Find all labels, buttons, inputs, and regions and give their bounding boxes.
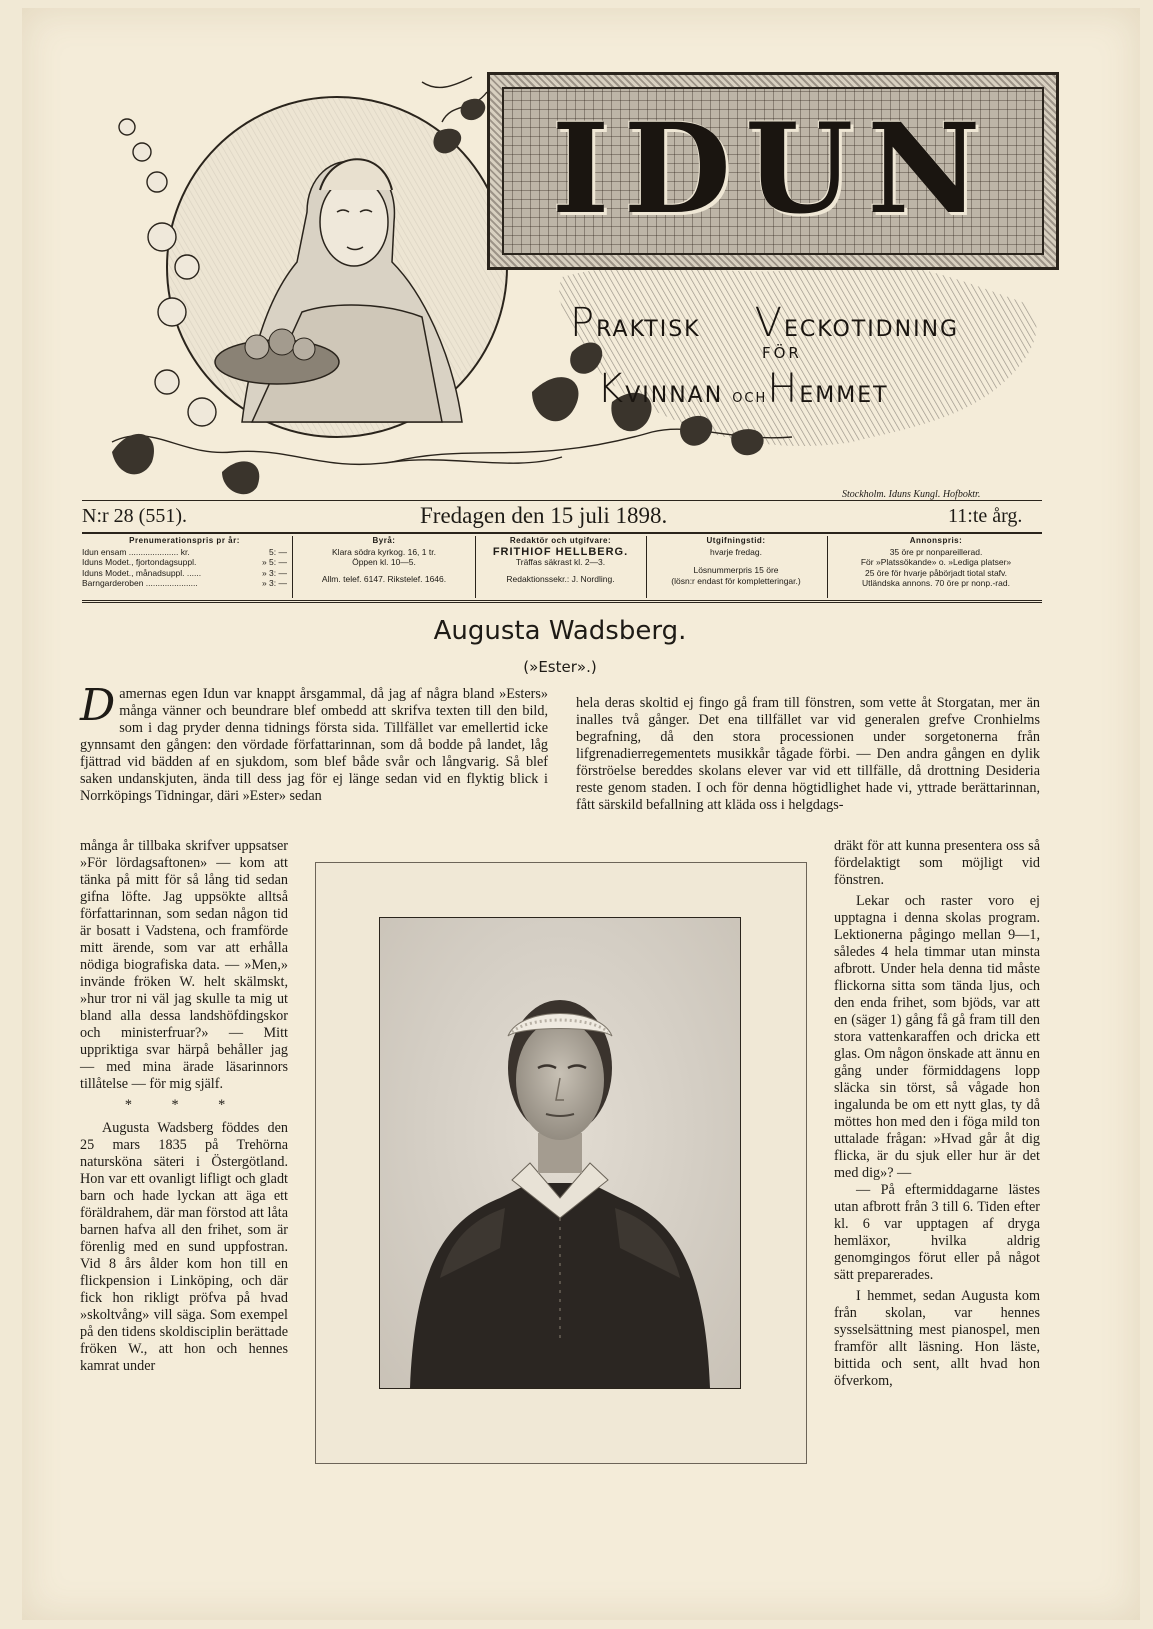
editor-heading: Redaktör och utgifvare: [509, 536, 612, 545]
ads-job-rate: 25 öre för hvarje påbörjadt tiotal stafv. [864, 567, 1008, 578]
subtitle-cap-v: V [754, 300, 784, 346]
figure-face [320, 178, 388, 266]
release-heading: Utgifningstid: [706, 536, 766, 545]
portrait-frame [315, 862, 807, 1464]
info-divider [475, 536, 476, 598]
price-row: Iduns Modet., månadsuppl. ...... » 3: — [82, 567, 287, 578]
article-column-2-wide [576, 695, 1040, 814]
issue-rule-bottom [82, 532, 1042, 534]
subtitle-hemmet: EMMET [799, 383, 889, 408]
issue-year: 11:te årg. [948, 505, 1023, 527]
article-subtitle: (»Ester».) [523, 658, 597, 676]
editor-hours: Träffas säkrast kl. 2—3. [515, 557, 606, 567]
article-paragraph: många år tillbaka skrifver uppsatser »För lördagsaftonen» — kom att tänka på mitt för så lång tid sedan gifna löfte. Jag uppsökte alltså författarinnan, som sedan någon tid är bosatt i Vadstena, och framförde mitt ärende, som var att erhålla nödiga biografiska data. — »Men,» invände fröken W. helt skälmskt, »hur tror ni väl jag skulle ta mig ut bland alla dessa landshöfdingskor och ministerfruar?» — Mitt uppriktiga svar härpå behåller jag — med mina ärade läsarinnors tillåtelse — för mig själf. [80, 838, 288, 1092]
article-paragraph: Lekar och raster voro ej upptagna i denna skolas program. Lektionerna pågingo mellan 9—1, således 4 hela timmar utan minsta afbrott. Under hela denna tid måste flickorna sitta som tända ljus, och den enda frihet, som bjöds, var att en (säger 1) gång få gå fram till den stora vattenkaraffen och dricka ett glas. Om någon önskade att ännu en gång under förmiddagens lopp släcka sin törst, så vågade hon ingalunda be om ett nytt glas, ty då möttes hon med den i föga mild ton uttalade frågan: »Hvad går åt dig flicka, är du sjuk eller hur är det med dig»? — [834, 893, 1040, 1181]
drop-cap: D [80, 680, 116, 731]
article-paragraph: hela deras skoltid ej fingo gå fram till fönstren, som vette åt Storgatan, mer än inalles två gånger. Det ena tillfället var vid generalen grefve Cronhielms begrafning, då den stora processionen under sorgetonerna från lifgrenadierregementets musikkår tågade förbi. — Den andra gången en dylik förströelse bereddes skolans elever var vid ett tillfälle, då drottning Desideria reste genom staden. I och för denna högtidlighet hade vi, yttrade berättarinnan, fått särskild befallning att kläda oss i helgdags- [576, 695, 1040, 813]
subtitle-cap-p: P [570, 300, 597, 346]
article-column-1-narrow [80, 838, 288, 1375]
subtitle-for: FÖR [762, 344, 802, 362]
subtitle-veckotidning: ECKOTIDNING [783, 317, 960, 342]
price-row: Idun ensam ..................... kr. 5: — [82, 546, 287, 557]
info-divider [827, 536, 828, 598]
article-title: Augusta Wadsberg. [433, 616, 687, 646]
info-prices [82, 536, 287, 589]
info-editor [478, 536, 643, 584]
subtitle-och: OCH [732, 391, 768, 406]
release-schedule: hvarje fredag. [710, 546, 762, 557]
portrait-image [380, 918, 740, 1388]
single-issue-note: (lösn:r endast för kompletteringar.) [671, 575, 801, 586]
price-row: Barngarderoben ...................... » 3: — [82, 578, 287, 588]
info-office [296, 536, 472, 584]
ads-heading: Annonspris: [909, 536, 963, 545]
office-address: Klara södra kyrkog. 16, 1 tr. [332, 546, 436, 557]
article-paragraph: — På eftermiddagarne lästes utan afbrott från 3 till 6. Tiden efter kl. 6 var upptagen af dryga hemläxor, hvilka aldrig genomgingos förut eller på något sätt preparerades. [834, 1182, 1040, 1283]
info-ads [830, 536, 1042, 589]
subtitle-line-2 [597, 366, 889, 412]
issue-date: Fredagen den 15 juli 1898. [420, 503, 668, 528]
article-paragraph: Augusta Wadsberg föddes den 25 mars 1835 på Trehörna natursköna säteri i Östergötland. Hon var ett ovanligt lifligt och gladt barn och hade lyckan att äga ett föräldrahem, där man förstod att låta barnen hafva all den frihet, som är förenlig med en sund uppfostran. Vid 8 års ålder kom hon till en flickpension i Linköping, och där fick hon rikligt pröfva på hvad »skoltvång» vill säga. Som exempel på den tidens skoldisciplin berättade fröken W., att hon och hennes kamrat under [80, 1120, 288, 1374]
info-release [648, 536, 824, 586]
office-hours: Öppen kl. 10—5. [352, 557, 416, 567]
info-divider [292, 536, 293, 598]
article-paragraph: dräkt för att kunna presentera oss så fördelaktigt som möjligt vid fönstren. [834, 838, 1040, 888]
article-paragraph: amernas egen Idun var knappt årsgammal, då jag af några bland »Esters» många vänner och beundrare blef ombedd att skrifva texten till den bild, som i dag pryder denna tidnings första sida. Tillfället var emellertid icke gynnsamt den gången: den vördade författarinnan, som då bodde på landet, låg fjättrad vid bädden af en sjukdom, som blef både svår och långvarig. Så blef saken undanskjuten, ända till dess jag för ej länge sedan vid en flyktig blick i Norrköpings Tidningar, däri »Ester» sedan [80, 686, 548, 804]
editor-secretary: Redaktionssekr.: J. Nordling. [506, 573, 615, 584]
ads-foreign-rate: Utländska annons. 70 öre pr nonp.-rad. [862, 578, 1010, 588]
article-paragraph: I hemmet, sedan Augusta kom från skolan, var hennes sysselsättning mest pianospel, men framför allt läsning. Hon läste, bittida och sent, allt hvad hon öfverkom, [834, 1288, 1040, 1389]
subtitle-line-1 [570, 300, 959, 346]
info-rule-bottom [82, 600, 1042, 603]
subtitle-cap-h: H [767, 366, 800, 412]
subtitle-kvinnan: VINNAN [625, 383, 724, 408]
article-column-1-wide [80, 680, 548, 805]
masthead-title: IDUN [551, 97, 995, 242]
printer-credit: Stockholm. Iduns Kungl. Hofboktr. [842, 489, 981, 500]
editor-name: FRITHIOF HELLBERG. [492, 545, 629, 558]
section-stars: * * * [124, 1097, 244, 1113]
title-frame [487, 72, 1059, 270]
single-issue-price: Lösnummerpris 15 öre [693, 565, 779, 575]
article-column-3-narrow [834, 838, 1040, 1390]
office-telephone: Allm. telef. 6147. Rikstelef. 1646. [321, 573, 447, 584]
prices-heading: Prenumerationspris pr år: [129, 536, 240, 545]
issue-number: N:r 28 (551). [82, 505, 187, 527]
issue-rule-top [82, 500, 1042, 501]
portrait-photo [379, 917, 741, 1389]
subtitle-cap-k: K [597, 366, 626, 412]
office-heading: Byrå: [372, 536, 396, 545]
ads-job-notice: För »Platssökande» o. »Lediga platser» [860, 557, 1012, 567]
masthead [92, 62, 1072, 510]
price-row: Iduns Modet., fjortondagsuppl. » 5: — [82, 557, 287, 567]
info-divider [646, 536, 647, 598]
subtitle-praktisk: RAKTISK [596, 317, 701, 342]
ads-rate: 35 öre pr nonpareillerad. [889, 546, 983, 557]
